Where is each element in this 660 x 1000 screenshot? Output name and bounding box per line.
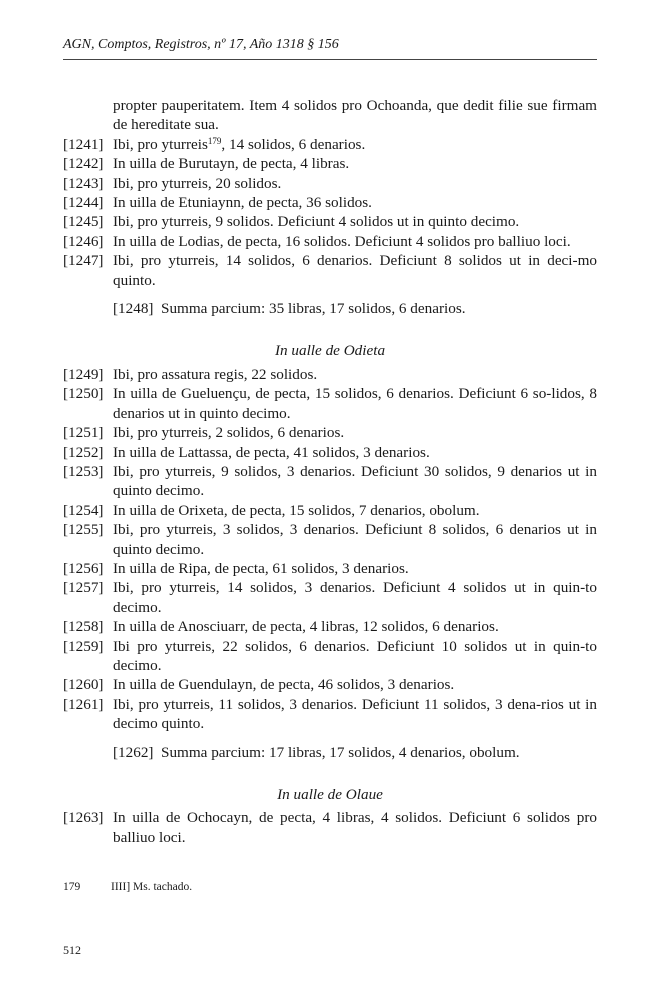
summa-text: Summa parcium: 17 libras, 17 solidos, 4 denarios, obolum. (161, 743, 520, 761)
entry (63, 808, 597, 847)
footnote-number: 179 (63, 881, 81, 893)
entry-number: [1257] (63, 579, 104, 597)
entry-number: [1250] (63, 385, 104, 403)
entry-text: Ibi, pro yturreis, 20 solidos. (113, 174, 282, 192)
entry-text: Ibi pro yturreis, 22 solidos, 6 denarios. Deficiunt 10 solidos ut in quin-to decimo. (113, 637, 597, 674)
entry-text: Ibi, pro yturreis, 11 solidos, 3 denarios. Deficiunt 11 solidos, 3 dena-rios ut in decimo quinto. (113, 695, 597, 733)
continuation-paragraph: propter pauperitatem. Item 4 solidos pro Ochoanda, que dedit filie sue firmam de hereditate sua. (113, 97, 597, 134)
header-rule (63, 59, 597, 60)
entry (63, 212, 597, 231)
footnote-text: IIII] Ms. tachado. (111, 881, 193, 893)
entry-number: [1261] (63, 695, 104, 713)
summa-text: Summa parcium: 35 libras, 17 solidos, 6 denarios. (161, 300, 466, 318)
entry-text: Ibi, pro assatura regis, 22 solidos. (113, 365, 318, 383)
footnote (63, 881, 192, 893)
entry-number: [1252] (63, 443, 104, 461)
entry-number: [1260] (63, 676, 104, 694)
entry (63, 559, 597, 578)
entry-text: Ibi, pro yturreis, 9 solidos, 3 denarios. Deficiunt 30 solidos, 9 denarios ut in quinto decimo. (113, 462, 597, 500)
entry-number: [1256] (63, 559, 104, 577)
entry-number: [1244] (63, 194, 104, 212)
entry (63, 251, 597, 290)
entry-number: [1246] (63, 232, 104, 250)
entry (63, 462, 597, 501)
entry (63, 617, 597, 636)
running-header: AGN, Comptos, Registros, nº 17, Año 1318 § 156 (63, 37, 339, 52)
entry-text: In uilla de Ochocayn, de pecta, 4 libras, 4 solidos. Deficiunt 6 solidos pro balliuo loci. (113, 809, 597, 846)
entries-group-c (63, 808, 597, 847)
entry-text: In uilla de Etuniaynn, de pecta, 36 solidos. (113, 194, 372, 212)
entries-group-b (63, 365, 597, 734)
entry-number: [1249] (63, 365, 104, 383)
entry-text: Ibi, pro yturreis, 14 solidos, 3 denarios. Deficiunt 4 solidos ut in quin-to decimo. (113, 579, 597, 616)
entry-text: In uilla de Orixeta, de pecta, 15 solidos, 7 denarios, obolum. (113, 501, 480, 519)
entry-number: [1242] (63, 155, 104, 173)
entry-text: Ibi, pro yturreis, 14 solidos, 6 denarios. Deficiunt 8 solidos ut in deci-mo quinto. (113, 252, 597, 289)
entry (63, 174, 597, 193)
entries-group-a (63, 135, 597, 290)
entry-number: [1251] (63, 424, 104, 442)
entry-text (113, 135, 597, 154)
entry-text-part: , 14 solidos, 6 denarios. (221, 135, 366, 153)
section-heading-olaue: In ualle de Olaue (277, 786, 383, 803)
entry-number: [1259] (63, 637, 104, 655)
entry-text: In uilla de Anosciuarr, de pecta, 4 libras, 12 solidos, 6 denarios. (113, 618, 499, 636)
page-number: 512 (63, 943, 81, 957)
summa-number: [1262] (113, 743, 154, 761)
footnote-ref: 179 (207, 135, 222, 146)
entry (63, 578, 597, 617)
entry-number: [1258] (63, 618, 104, 636)
entry (63, 637, 597, 676)
entry (63, 501, 597, 520)
entry-number: [1263] (63, 809, 104, 827)
entry (63, 520, 597, 559)
entry-text-part: Ibi, pro yturreis (113, 135, 208, 153)
section-heading-odieta: In ualle de Odieta (274, 342, 386, 360)
entry-text: In uilla de Burutayn, de pecta, 4 libras. (113, 155, 350, 173)
entry (63, 675, 597, 694)
entry-text: In uilla de Ripa, de pecta, 61 solidos, 3 denarios. (113, 559, 409, 577)
entry-text: In uilla de Gueluençu, de pecta, 15 solidos, 6 denarios. Deficiunt 6 so-lidos, 8 denarios ut in quinto decimo. (113, 385, 597, 422)
summa-number: [1248] (113, 300, 154, 318)
entry-text: In uilla de Lattassa, de pecta, 41 solidos, 3 denarios. (113, 443, 430, 461)
entry (63, 154, 597, 173)
entry (63, 193, 597, 212)
entry (63, 443, 597, 462)
entry-number: [1254] (63, 501, 104, 519)
summa-2 (63, 743, 597, 762)
entry (63, 365, 597, 384)
entry-number: [1255] (63, 521, 104, 539)
entry (63, 232, 597, 251)
entry (63, 423, 597, 442)
entry (63, 384, 597, 423)
entry-number: [1253] (63, 462, 104, 480)
entry-text: In uilla de Guendulayn, de pecta, 46 solidos, 3 denarios. (113, 676, 455, 694)
page-body (63, 96, 597, 847)
entry-number: [1245] (63, 213, 104, 231)
summa-1 (63, 299, 597, 318)
entry-text: Ibi, pro yturreis, 3 solidos, 3 denarios. Deficiunt 8 solidos, 6 denarios ut in quinto decimo. (113, 521, 597, 558)
entry-text: Ibi, pro yturreis, 9 solidos. Deficiunt 4 solidos ut in quinto decimo. (113, 213, 520, 231)
entry-text: Ibi, pro yturreis, 2 solidos, 6 denarios. (113, 424, 345, 442)
entry-number: [1241] (63, 135, 104, 153)
entry (63, 135, 597, 154)
entry-number: [1243] (63, 174, 104, 192)
entry-number: [1247] (63, 252, 104, 270)
entry (63, 695, 597, 734)
entry-text: In uilla de Lodias, de pecta, 16 solidos. Deficiunt 4 solidos pro balliuo loci. (113, 232, 571, 250)
